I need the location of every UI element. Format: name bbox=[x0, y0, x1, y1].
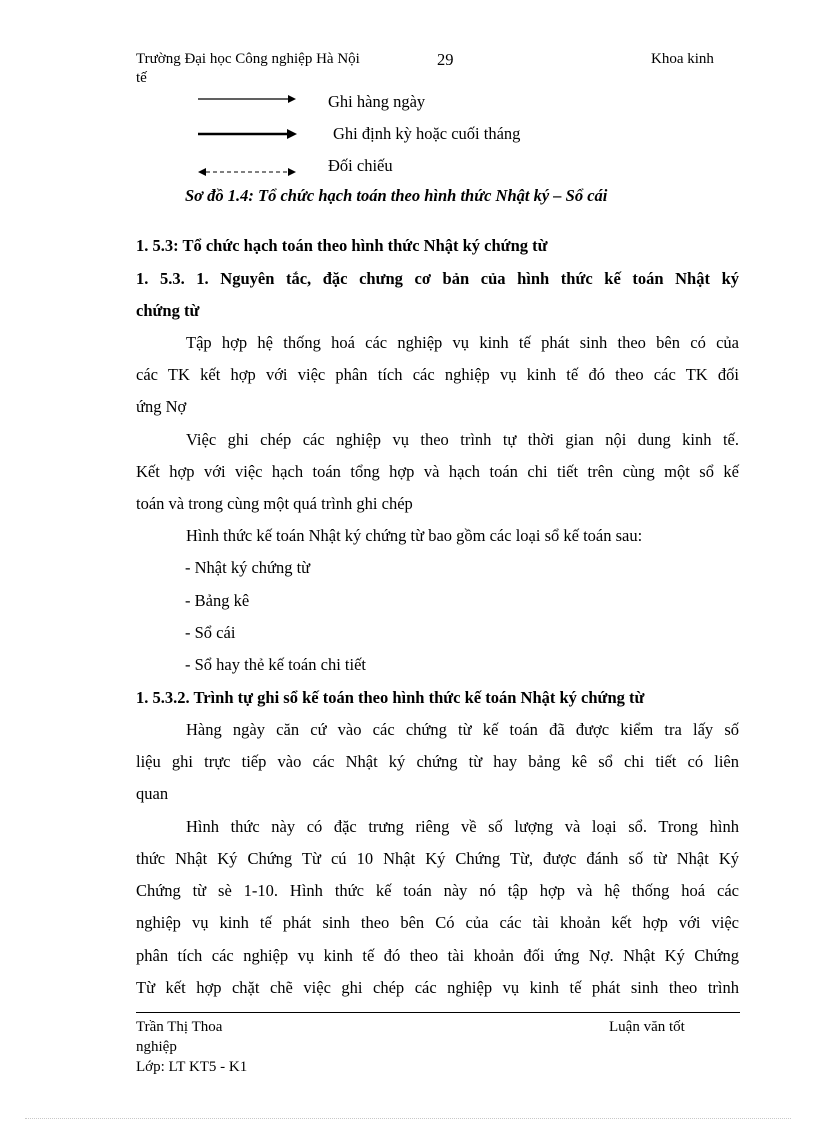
paragraph-line: Kết hợp với việc hạch toán tổng hợp và hạch toán chi tiết trên cùng một sổ kế bbox=[136, 462, 739, 481]
paragraph-line: Tập hợp hệ thống hoá các nghiệp vụ kinh tế phát sinh theo bên có của bbox=[186, 333, 739, 352]
section-heading-5331-cont: chứng từ bbox=[136, 301, 200, 320]
footer-author: Trần Thị Thoa bbox=[136, 1019, 223, 1035]
header-faculty-cont: tế bbox=[136, 70, 147, 86]
legend-periodic: Ghi định kỳ hoặc cuối tháng bbox=[333, 124, 521, 143]
footer-thesis: Luận văn tốt bbox=[609, 1019, 685, 1035]
paragraph-line: phân tích các nghiệp vụ kinh tế đó theo tài khoản đối ứng Nợ. Nhật Ký Chứng bbox=[136, 946, 739, 965]
footer-class: Lớp: LT KT5 - K1 bbox=[136, 1059, 248, 1075]
list-item: - Sổ cái bbox=[185, 623, 236, 642]
section-heading-533: 1. 5.3: Tổ chức hạch toán theo hình thức Nhật ký chứng từ bbox=[136, 236, 548, 255]
page-number: 29 bbox=[437, 50, 454, 69]
list-item: - Nhật ký chứng từ bbox=[185, 558, 311, 577]
paragraph-line: nghiệp vụ kinh tế phát sinh theo bên Có của các tài khoản kết hợp với việc bbox=[136, 913, 739, 932]
list-item: - Sổ hay thẻ kế toán chi tiết bbox=[185, 655, 366, 674]
section-heading-5331: 1. 5.3. 1. Nguyên tắc, đặc chưng cơ bản của hình thức kế toán Nhật ký bbox=[136, 269, 739, 288]
paragraph-line: Hình thức này có đặc trưng riêng về số lượng và loại sổ. Trong hình bbox=[186, 817, 739, 836]
header-faculty: Khoa kinh bbox=[651, 51, 714, 67]
paragraph-line: Từ kết hợp chặt chẽ việc ghi chép các nghiệp vụ kinh tế phát sinh theo trình bbox=[136, 978, 739, 997]
figure-caption: Sơ đồ 1.4: Tổ chức hạch toán theo hình thức Nhật ký – Sổ cái bbox=[185, 186, 608, 205]
header-school: Trường Đại học Công nghiệp Hà Nội bbox=[136, 51, 360, 67]
paragraph-line: Hàng ngày căn cứ vào các chứng từ kế toán đã được kiểm tra lấy số bbox=[186, 720, 739, 739]
paragraph-line: thức Nhật Ký Chứng Từ cú 10 Nhật Ký Chứng Từ, được đánh số từ Nhật Ký bbox=[136, 849, 739, 868]
paragraph-line: các TK kết hợp với việc phân tích các nghiệp vụ kinh tế đó theo các TK đối bbox=[136, 365, 739, 384]
paragraph-line: liệu ghi trực tiếp vào các Nhật ký chứng từ hay bảng kê sổ chi tiết có liên bbox=[136, 752, 739, 771]
page-bottom-edge bbox=[25, 1118, 791, 1119]
paragraph-line: Chứng từ sè 1-10. Hình thức kế toán này nó tập hợp và hệ thống hoá các bbox=[136, 881, 739, 900]
section-heading-5332: 1. 5.3.2. Trình tự ghi sổ kế toán theo hình thức kế toán Nhật ký chứng từ bbox=[136, 688, 645, 707]
legend-compare: Đối chiếu bbox=[328, 156, 393, 175]
footer-thesis-cont: nghiệp bbox=[136, 1039, 177, 1055]
list-item: - Bảng kê bbox=[185, 591, 250, 610]
paragraph-line: toán và trong cùng một quá trình ghi chép bbox=[136, 494, 413, 513]
paragraph-line: quan bbox=[136, 784, 169, 803]
legend-daily: Ghi hàng ngày bbox=[328, 92, 426, 111]
paragraph-3: Hình thức kế toán Nhật ký chứng từ bao gồm các loại sổ kế toán sau: bbox=[186, 526, 643, 545]
paragraph-line: ứng Nợ bbox=[136, 397, 187, 416]
paragraph-line: Việc ghi chép các nghiệp vụ theo trình tự thời gian nội dung kinh tế. bbox=[186, 430, 739, 449]
footer-divider bbox=[136, 1012, 740, 1013]
arrow-compare-icon bbox=[196, 165, 300, 179]
arrow-periodic-icon bbox=[196, 127, 300, 141]
arrow-daily-icon bbox=[196, 92, 300, 106]
